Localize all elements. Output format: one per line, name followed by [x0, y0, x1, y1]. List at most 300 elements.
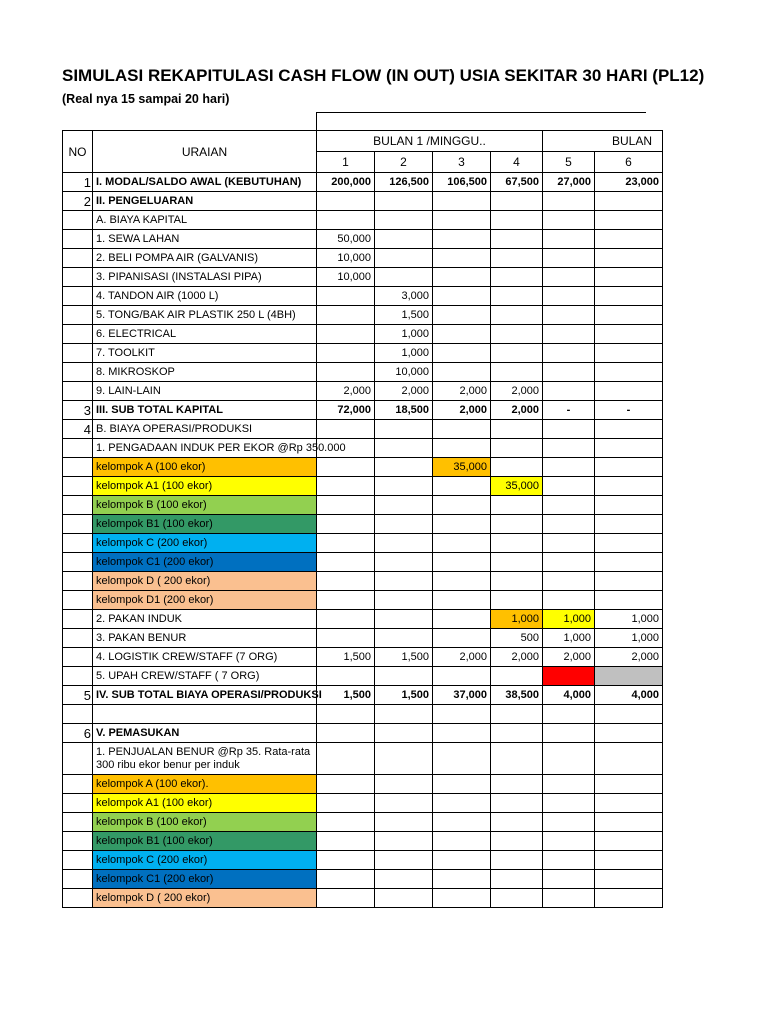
row-number[interactable]	[63, 832, 93, 851]
cell-week-2[interactable]	[375, 870, 433, 889]
cell-week-5[interactable]: 4,000	[543, 686, 595, 705]
cell-week-4[interactable]	[491, 851, 543, 870]
row-number[interactable]	[63, 813, 93, 832]
cell-week-4[interactable]	[491, 667, 543, 686]
cell-week-3[interactable]	[433, 743, 491, 775]
cell-week-1[interactable]	[317, 287, 375, 306]
cell-week-5[interactable]	[543, 230, 595, 249]
cell-week-2[interactable]: 3,000	[375, 287, 433, 306]
row-label[interactable]: 1. PENJUALAN BENUR @Rp 35. Rata-rata 300 ribu ekor benur per induk	[93, 743, 317, 775]
cell-week-4[interactable]: 67,500	[491, 173, 543, 192]
cell-week-2[interactable]	[375, 705, 433, 724]
cell-week-1[interactable]	[317, 813, 375, 832]
cell-week-1[interactable]	[317, 477, 375, 496]
cell-week-5[interactable]	[543, 851, 595, 870]
cell-week-3[interactable]: 2,000	[433, 401, 491, 420]
cell-week-6[interactable]	[595, 192, 663, 211]
row-label[interactable]: 4. LOGISTIK CREW/STAFF (7 ORG)	[93, 648, 317, 667]
cell-week-3[interactable]	[433, 667, 491, 686]
cell-week-4[interactable]: 2,000	[491, 401, 543, 420]
cell-week-6[interactable]	[595, 572, 663, 591]
cell-week-4[interactable]	[491, 420, 543, 439]
row-label[interactable]: kelompok B1 (100 ekor)	[93, 832, 317, 851]
cell-week-3[interactable]	[433, 553, 491, 572]
cell-week-6[interactable]	[595, 705, 663, 724]
cell-week-6[interactable]	[595, 534, 663, 553]
cell-week-2[interactable]: 1,500	[375, 686, 433, 705]
cell-week-2[interactable]	[375, 572, 433, 591]
cell-week-3[interactable]	[433, 249, 491, 268]
cell-week-6[interactable]	[595, 794, 663, 813]
cell-week-4[interactable]	[491, 534, 543, 553]
cell-week-5[interactable]	[543, 724, 595, 743]
cell-week-4[interactable]: 38,500	[491, 686, 543, 705]
cell-week-3[interactable]	[433, 794, 491, 813]
cell-week-6[interactable]	[595, 553, 663, 572]
cell-week-5[interactable]	[543, 705, 595, 724]
cell-week-2[interactable]	[375, 268, 433, 287]
row-number[interactable]	[63, 629, 93, 648]
row-label[interactable]: 4. TANDON AIR (1000 L)	[93, 287, 317, 306]
row-label[interactable]: kelompok B1 (100 ekor)	[93, 515, 317, 534]
cell-week-6[interactable]	[595, 724, 663, 743]
cell-week-1[interactable]	[317, 743, 375, 775]
cell-week-2[interactable]	[375, 534, 433, 553]
cell-week-2[interactable]	[375, 724, 433, 743]
row-number[interactable]	[63, 515, 93, 534]
cell-week-4[interactable]	[491, 775, 543, 794]
cell-week-6[interactable]: 1,000	[595, 610, 663, 629]
cell-week-4[interactable]	[491, 249, 543, 268]
cell-week-5[interactable]	[543, 382, 595, 401]
cell-week-5[interactable]	[543, 794, 595, 813]
cell-week-5[interactable]	[543, 743, 595, 775]
cell-week-3[interactable]	[433, 192, 491, 211]
row-number[interactable]	[63, 775, 93, 794]
row-number[interactable]	[63, 382, 93, 401]
cell-week-4[interactable]	[491, 230, 543, 249]
cell-week-6[interactable]	[595, 477, 663, 496]
cell-week-1[interactable]: 72,000	[317, 401, 375, 420]
row-number[interactable]	[63, 591, 93, 610]
cell-week-2[interactable]	[375, 610, 433, 629]
cell-week-6[interactable]	[595, 458, 663, 477]
cell-week-5[interactable]: 2,000	[543, 648, 595, 667]
cell-week-5[interactable]	[543, 344, 595, 363]
cell-week-4[interactable]	[491, 344, 543, 363]
cell-week-4[interactable]	[491, 325, 543, 344]
row-number[interactable]	[63, 211, 93, 230]
cell-week-1[interactable]	[317, 629, 375, 648]
cell-week-1[interactable]	[317, 705, 375, 724]
cell-week-5[interactable]	[543, 458, 595, 477]
cell-week-5[interactable]	[543, 515, 595, 534]
row-number[interactable]	[63, 851, 93, 870]
cell-week-1[interactable]	[317, 667, 375, 686]
cell-week-2[interactable]	[375, 230, 433, 249]
cell-week-1[interactable]	[317, 192, 375, 211]
row-label[interactable]: 8. MIKROSKOP	[93, 363, 317, 382]
cell-week-4[interactable]: 500	[491, 629, 543, 648]
cell-week-4[interactable]	[491, 794, 543, 813]
cell-week-6[interactable]	[595, 591, 663, 610]
row-number[interactable]	[63, 458, 93, 477]
cell-week-1[interactable]	[317, 832, 375, 851]
cell-week-4[interactable]	[491, 306, 543, 325]
cell-week-5[interactable]	[543, 477, 595, 496]
cell-week-6[interactable]	[595, 870, 663, 889]
cell-week-4[interactable]: 2,000	[491, 382, 543, 401]
cell-week-1[interactable]	[317, 851, 375, 870]
row-label[interactable]: 5. TONG/BAK AIR PLASTIK 250 L (4BH)	[93, 306, 317, 325]
cell-week-2[interactable]	[375, 813, 433, 832]
cell-week-1[interactable]	[317, 458, 375, 477]
cell-week-4[interactable]	[491, 591, 543, 610]
row-number[interactable]	[63, 287, 93, 306]
row-label[interactable]: II. PENGELUARAN	[93, 192, 317, 211]
cell-week-1[interactable]	[317, 775, 375, 794]
cell-week-6[interactable]	[595, 249, 663, 268]
cell-week-6[interactable]	[595, 775, 663, 794]
cell-week-2[interactable]: 18,500	[375, 401, 433, 420]
row-number[interactable]	[63, 667, 93, 686]
cell-week-6[interactable]	[595, 743, 663, 775]
cell-week-3[interactable]	[433, 851, 491, 870]
cell-week-6[interactable]	[595, 813, 663, 832]
cell-week-4[interactable]	[491, 287, 543, 306]
row-label[interactable]: kelompok C (200 ekor)	[93, 534, 317, 553]
cell-week-6[interactable]: -	[595, 401, 663, 420]
row-number[interactable]	[63, 363, 93, 382]
row-number[interactable]	[63, 477, 93, 496]
cell-week-6[interactable]	[595, 889, 663, 908]
cell-week-6[interactable]	[595, 230, 663, 249]
cell-week-4[interactable]	[491, 192, 543, 211]
row-label[interactable]: A. BIAYA KAPITAL	[93, 211, 317, 230]
cell-week-2[interactable]	[375, 775, 433, 794]
row-number[interactable]	[63, 344, 93, 363]
cell-week-4[interactable]	[491, 813, 543, 832]
cell-week-6[interactable]	[595, 363, 663, 382]
row-label[interactable]: 2. PAKAN INDUK	[93, 610, 317, 629]
cell-week-5[interactable]	[543, 775, 595, 794]
cell-week-6[interactable]	[595, 851, 663, 870]
cell-week-2[interactable]	[375, 591, 433, 610]
row-label[interactable]: 6. ELECTRICAL	[93, 325, 317, 344]
cell-week-6[interactable]	[595, 325, 663, 344]
cell-week-1[interactable]	[317, 420, 375, 439]
row-label[interactable]: 5. UPAH CREW/STAFF ( 7 ORG)	[93, 667, 317, 686]
row-number[interactable]	[63, 553, 93, 572]
cell-week-2[interactable]	[375, 192, 433, 211]
cell-week-4[interactable]	[491, 743, 543, 775]
cell-week-5[interactable]	[543, 534, 595, 553]
cell-week-1[interactable]	[317, 534, 375, 553]
row-label[interactable]: kelompok C1 (200 ekor)	[93, 870, 317, 889]
cell-week-1[interactable]	[317, 211, 375, 230]
cell-week-1[interactable]	[317, 306, 375, 325]
row-number[interactable]: 2	[63, 192, 93, 211]
row-label[interactable]: kelompok D ( 200 ekor)	[93, 889, 317, 908]
cell-week-5[interactable]	[543, 832, 595, 851]
cell-week-1[interactable]	[317, 553, 375, 572]
cell-week-6[interactable]	[595, 287, 663, 306]
row-label[interactable]: 9. LAIN-LAIN	[93, 382, 317, 401]
cell-week-6[interactable]	[595, 211, 663, 230]
cell-week-4[interactable]	[491, 458, 543, 477]
row-label[interactable]: 1. SEWA LAHAN	[93, 230, 317, 249]
row-label[interactable]: 7. TOOLKIT	[93, 344, 317, 363]
cell-week-3[interactable]	[433, 775, 491, 794]
cell-week-1[interactable]	[317, 363, 375, 382]
cell-week-2[interactable]	[375, 794, 433, 813]
cell-week-1[interactable]	[317, 610, 375, 629]
cell-week-2[interactable]	[375, 851, 433, 870]
cell-week-5[interactable]	[543, 553, 595, 572]
cell-week-5[interactable]: 1,000	[543, 610, 595, 629]
cell-week-5[interactable]	[543, 211, 595, 230]
cell-week-2[interactable]: 126,500	[375, 173, 433, 192]
cell-week-6[interactable]: 4,000	[595, 686, 663, 705]
row-label[interactable]: kelompok C1 (200 ekor)	[93, 553, 317, 572]
cell-week-3[interactable]	[433, 211, 491, 230]
cell-week-3[interactable]	[433, 534, 491, 553]
cell-week-2[interactable]	[375, 553, 433, 572]
cell-week-3[interactable]	[433, 306, 491, 325]
row-label[interactable]: kelompok D ( 200 ekor)	[93, 572, 317, 591]
cell-week-1[interactable]: 10,000	[317, 249, 375, 268]
cell-week-6[interactable]: 2,000	[595, 648, 663, 667]
row-number[interactable]: 6	[63, 724, 93, 743]
cell-week-3[interactable]	[433, 813, 491, 832]
row-label[interactable]	[93, 705, 317, 724]
cell-week-3[interactable]: 35,000	[433, 458, 491, 477]
cell-week-4[interactable]	[491, 705, 543, 724]
row-number[interactable]	[63, 889, 93, 908]
cell-week-5[interactable]	[543, 870, 595, 889]
cell-week-4[interactable]	[491, 363, 543, 382]
row-label[interactable]: B. BIAYA OPERASI/PRODUKSI	[93, 420, 317, 439]
cell-week-3[interactable]	[433, 870, 491, 889]
cell-week-1[interactable]	[317, 794, 375, 813]
cell-week-2[interactable]	[375, 211, 433, 230]
cell-week-1[interactable]: 1,500	[317, 686, 375, 705]
cell-week-2[interactable]	[375, 496, 433, 515]
cell-week-3[interactable]	[433, 629, 491, 648]
cell-week-5[interactable]	[543, 363, 595, 382]
cell-week-5[interactable]	[543, 667, 595, 686]
row-number[interactable]	[63, 794, 93, 813]
cell-week-3[interactable]: 2,000	[433, 648, 491, 667]
cell-week-4[interactable]: 1,000	[491, 610, 543, 629]
cell-week-3[interactable]	[433, 610, 491, 629]
cell-week-1[interactable]	[317, 325, 375, 344]
row-label[interactable]: kelompok C (200 ekor)	[93, 851, 317, 870]
cell-week-3[interactable]: 37,000	[433, 686, 491, 705]
cell-week-3[interactable]	[433, 477, 491, 496]
cell-week-3[interactable]	[433, 268, 491, 287]
cell-week-5[interactable]: -	[543, 401, 595, 420]
cell-week-3[interactable]	[433, 420, 491, 439]
cell-week-2[interactable]	[375, 629, 433, 648]
cell-week-5[interactable]	[543, 439, 595, 458]
cell-week-3[interactable]	[433, 230, 491, 249]
cell-week-1[interactable]	[317, 344, 375, 363]
cell-week-2[interactable]	[375, 439, 433, 458]
cell-week-1[interactable]	[317, 870, 375, 889]
cell-week-4[interactable]	[491, 572, 543, 591]
cell-week-1[interactable]	[317, 496, 375, 515]
row-label[interactable]: kelompok A (100 ekor).	[93, 775, 317, 794]
row-number[interactable]	[63, 743, 93, 775]
cell-week-5[interactable]	[543, 591, 595, 610]
cell-week-6[interactable]: 23,000	[595, 173, 663, 192]
cell-week-1[interactable]	[317, 515, 375, 534]
cell-week-5[interactable]	[543, 572, 595, 591]
row-number[interactable]	[63, 230, 93, 249]
row-number[interactable]: 1	[63, 173, 93, 192]
row-label[interactable]: I. MODAL/SALDO AWAL (KEBUTUHAN)	[93, 173, 317, 192]
cell-week-5[interactable]	[543, 325, 595, 344]
row-label[interactable]: 2. BELI POMPA AIR (GALVANIS)	[93, 249, 317, 268]
cell-week-3[interactable]	[433, 439, 491, 458]
cell-week-2[interactable]: 2,000	[375, 382, 433, 401]
cell-week-1[interactable]: 50,000	[317, 230, 375, 249]
cell-week-5[interactable]: 27,000	[543, 173, 595, 192]
cell-week-4[interactable]	[491, 496, 543, 515]
cell-week-3[interactable]	[433, 705, 491, 724]
row-label[interactable]: kelompok A (100 ekor)	[93, 458, 317, 477]
cell-week-4[interactable]: 2,000	[491, 648, 543, 667]
cell-week-4[interactable]	[491, 515, 543, 534]
cell-week-3[interactable]	[433, 724, 491, 743]
cell-week-4[interactable]	[491, 211, 543, 230]
cell-week-3[interactable]	[433, 496, 491, 515]
cell-week-4[interactable]	[491, 870, 543, 889]
cell-week-2[interactable]	[375, 249, 433, 268]
cell-week-5[interactable]	[543, 889, 595, 908]
row-label[interactable]: III. SUB TOTAL KAPITAL	[93, 401, 317, 420]
row-label[interactable]: 3. PAKAN BENUR	[93, 629, 317, 648]
cell-week-2[interactable]	[375, 420, 433, 439]
cell-week-4[interactable]: 35,000	[491, 477, 543, 496]
cell-week-2[interactable]	[375, 477, 433, 496]
row-number[interactable]	[63, 325, 93, 344]
row-number[interactable]	[63, 249, 93, 268]
cell-week-2[interactable]	[375, 515, 433, 534]
cell-week-5[interactable]: 1,000	[543, 629, 595, 648]
row-label[interactable]: 1. PENGADAAN INDUK PER EKOR @Rp 350.000	[93, 439, 317, 458]
cell-week-2[interactable]	[375, 458, 433, 477]
cell-week-2[interactable]: 1,500	[375, 648, 433, 667]
cell-week-6[interactable]	[595, 832, 663, 851]
row-number[interactable]	[63, 439, 93, 458]
row-number[interactable]	[63, 648, 93, 667]
row-number[interactable]: 5	[63, 686, 93, 705]
cell-week-6[interactable]	[595, 382, 663, 401]
cell-week-3[interactable]	[433, 832, 491, 851]
cell-week-2[interactable]	[375, 743, 433, 775]
cell-week-3[interactable]: 2,000	[433, 382, 491, 401]
cell-week-3[interactable]	[433, 363, 491, 382]
cell-week-3[interactable]	[433, 591, 491, 610]
cell-week-1[interactable]: 10,000	[317, 268, 375, 287]
row-number[interactable]	[63, 268, 93, 287]
cell-week-1[interactable]: 2,000	[317, 382, 375, 401]
cell-week-2[interactable]: 1,000	[375, 344, 433, 363]
row-label[interactable]: V. PEMASUKAN	[93, 724, 317, 743]
cell-week-2[interactable]: 1,500	[375, 306, 433, 325]
cell-week-5[interactable]	[543, 306, 595, 325]
cell-week-4[interactable]	[491, 724, 543, 743]
row-label[interactable]: kelompok A1 (100 ekor)	[93, 794, 317, 813]
cell-week-2[interactable]	[375, 889, 433, 908]
cell-week-5[interactable]	[543, 249, 595, 268]
row-label[interactable]: kelompok B (100 ekor)	[93, 496, 317, 515]
row-number[interactable]: 3	[63, 401, 93, 420]
row-number[interactable]	[63, 496, 93, 515]
row-number[interactable]	[63, 870, 93, 889]
cell-week-6[interactable]	[595, 344, 663, 363]
cell-week-3[interactable]: 106,500	[433, 173, 491, 192]
cell-week-5[interactable]	[543, 813, 595, 832]
cell-week-2[interactable]	[375, 832, 433, 851]
cell-week-6[interactable]	[595, 420, 663, 439]
cell-week-2[interactable]: 10,000	[375, 363, 433, 382]
row-number[interactable]	[63, 705, 93, 724]
cell-week-6[interactable]	[595, 667, 663, 686]
row-number[interactable]	[63, 610, 93, 629]
cell-week-2[interactable]: 1,000	[375, 325, 433, 344]
row-number[interactable]	[63, 534, 93, 553]
cell-week-5[interactable]	[543, 192, 595, 211]
row-label[interactable]: kelompok D1 (200 ekor)	[93, 591, 317, 610]
cell-week-5[interactable]	[543, 268, 595, 287]
cell-week-4[interactable]	[491, 553, 543, 572]
cell-week-4[interactable]	[491, 889, 543, 908]
row-number[interactable]: 4	[63, 420, 93, 439]
cell-week-1[interactable]	[317, 591, 375, 610]
cell-week-1[interactable]: 200,000	[317, 173, 375, 192]
cell-week-3[interactable]	[433, 325, 491, 344]
cell-week-5[interactable]	[543, 287, 595, 306]
cell-week-4[interactable]	[491, 268, 543, 287]
cell-week-6[interactable]	[595, 306, 663, 325]
cell-week-6[interactable]: 1,000	[595, 629, 663, 648]
row-label[interactable]: IV. SUB TOTAL BIAYA OPERASI/PRODUKSI	[93, 686, 317, 705]
row-label[interactable]: 3. PIPANISASI (INSTALASI PIPA)	[93, 268, 317, 287]
cell-week-3[interactable]	[433, 572, 491, 591]
cell-week-5[interactable]	[543, 420, 595, 439]
cell-week-6[interactable]	[595, 515, 663, 534]
cell-week-3[interactable]	[433, 287, 491, 306]
cell-week-6[interactable]	[595, 439, 663, 458]
cell-week-1[interactable]	[317, 724, 375, 743]
cell-week-1[interactable]	[317, 889, 375, 908]
cell-week-3[interactable]	[433, 889, 491, 908]
cell-week-4[interactable]	[491, 439, 543, 458]
row-label[interactable]: kelompok A1 (100 ekor)	[93, 477, 317, 496]
row-label[interactable]: kelompok B (100 ekor)	[93, 813, 317, 832]
cell-week-2[interactable]	[375, 667, 433, 686]
cell-week-3[interactable]	[433, 515, 491, 534]
cell-week-4[interactable]	[491, 832, 543, 851]
row-number[interactable]	[63, 572, 93, 591]
cell-week-5[interactable]	[543, 496, 595, 515]
cell-week-1[interactable]: 1,500	[317, 648, 375, 667]
cell-week-6[interactable]	[595, 268, 663, 287]
cell-week-3[interactable]	[433, 344, 491, 363]
